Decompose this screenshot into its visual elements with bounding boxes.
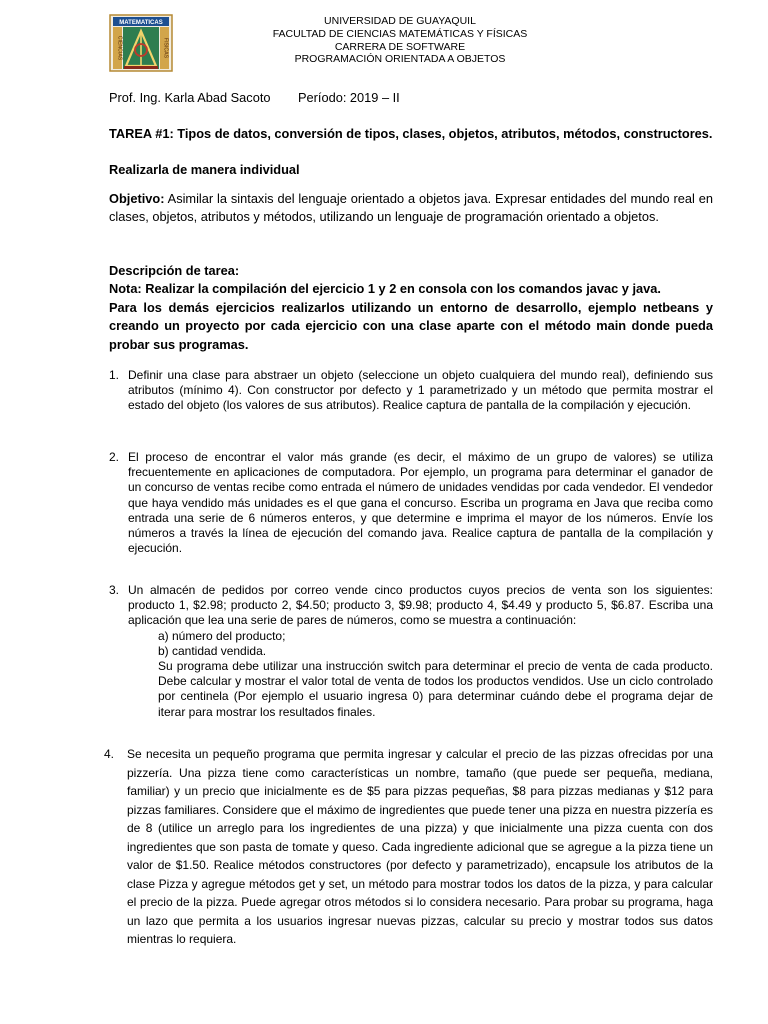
description-instructions: Para los demás ejercicios realizarlos utilizando un entorno de desarrollo, ejemplo netbeans y creando un proyecto por cada ejercicio con una clase aparte con el método main donde pueda probar sus programas. bbox=[109, 299, 713, 352]
exercise-text: El proceso de encontrar el valor más grande (es decir, el máximo de un grupo de valores) se utiliza frecuentemente en aplicaciones de computadora. Por ejemplo, un programa para determinar el ganador de un concurso de ventas recibe como entrada el número de unidades vendidas por cada vendedor. El vendedor que haya vendido más unidades es el que gana el concurso. Escriba un programa en Java que reciba como entrada una serie de 6 números enteros, y que determine e imprima el mayor de los números. Envíe los números a través la línea de ejecución del comando java. Realice captura de pantalla de la compilación y ejecución. bbox=[128, 450, 713, 556]
objective-label: Objetivo: bbox=[109, 191, 165, 206]
svg-text:FISICAS: FISICAS bbox=[162, 37, 169, 59]
university-name: UNIVERSIDAD DE GUAYAQUIL bbox=[324, 15, 476, 27]
exercise-text: Un almacén de pedidos por correo vende cinco productos cuyos precios de venta son los siguientes: producto 1, $2.98; producto 2, $4.50; producto 3, $9.98; producto 4, $4.49 y producto 5, $6.87. Escriba una aplicación que lea una serie de pares de números, como se muestra a continuación: bbox=[128, 583, 713, 628]
description-label: Descripción de tarea: bbox=[109, 263, 240, 278]
svg-text:CIENCIAS: CIENCIAS bbox=[116, 35, 123, 61]
objective-paragraph bbox=[109, 190, 713, 227]
professor-name: Prof. Ing. Karla Abad Sacoto bbox=[109, 90, 271, 105]
individual-note: Realizarla de manera individual bbox=[109, 162, 300, 177]
exercise-text: Definir una clase para abstraer un objeto (seleccione un objeto cualquiera del mundo real), definiendo sus atributos (mínimo 4). Con constructor por defecto y 1 parametrizado y un método que permita mostrar el estado del objeto (los valores de sus atributos). Realice captura de pantalla de la compilación y ejecución. bbox=[128, 368, 713, 413]
exercise-followup: Su programa debe utilizar una instrucción switch para determinar el precio de venta de cada producto. Debe calcular y mostrar el valor total de venta de todos los productos vendidos. Use un ciclo controlado por centinela (Por ejemplo el usuario ingresa 0) para determinar cuándo debe el programa dejar de iterar para mostrar los resultados finales. bbox=[158, 659, 713, 719]
exercise-4 bbox=[104, 745, 713, 949]
career-name: CARRERA DE SOFTWARE bbox=[334, 40, 466, 53]
faculty-logo bbox=[109, 14, 173, 72]
svg-text:MATEMATICAS: MATEMATICAS bbox=[119, 20, 163, 26]
sub-item-b: b) cantidad vendida. bbox=[158, 643, 267, 658]
institution-header bbox=[200, 15, 600, 66]
description-section bbox=[109, 262, 713, 354]
exercise-number: 3. bbox=[109, 583, 120, 597]
exercise-3 bbox=[109, 583, 713, 720]
objective-text: Asimilar la sintaxis del lenguaje orientado a objetos java. Expresar entidades del mundo real en clases, objetos, atributos y métodos, utilizando un lenguaje de programación orientado a objetos. bbox=[109, 191, 713, 225]
task-title: TAREA #1: Tipos de datos, conversión de tipos, clases, objetos, atributos, métodos, constructores. bbox=[109, 126, 713, 141]
description-note: Nota: Realizar la compilación del ejercicio 1 y 2 en consola con los comandos javac y java. bbox=[109, 281, 661, 297]
course-name: PROGRAMACIÓN ORIENTADA A OBJETOS bbox=[294, 53, 506, 66]
exercise-text: Se necesita un pequeño programa que permita ingresar y calcular el precio de las pizzas ofrecidas por una pizzería. Una pizza tiene como características un nombre, tamaño (que puede ser pequeña, mediana, familiar) y un precio que inicialmente es de $5 para pizzas pequeñas, $8 para pizzas medianas y $12 para pizzas familiares. Considere que el máximo de ingredientes que puede tener una pizza en nuestra pizzería es de 8 (utilice un arreglo para los ingredientes de una pizza) y que inicialmente una pizza cuenta con dos ingredientes que son pasta de tomate y queso. Cada ingrediente adicional que se agregue a la pizza tiene un valor de $1.50. Realice métodos constructores (por defecto y parametrizado), encapsule los atributos de la clase Pizza y agregue métodos get y set, un método para mostrar todos los datos de la pizza, y para calcular el precio de la pizza. Puede agregar otros métodos si lo considera necesario. Para probar su programa, haga un lazo que permita a los usuarios ingresar nuevas pizzas, calcular su precio y mostrar todos sus datos mientras lo requiera. bbox=[127, 747, 713, 946]
exercise-number: 1. bbox=[109, 368, 120, 382]
exercise-number: 2. bbox=[109, 450, 120, 464]
exercise-1 bbox=[109, 368, 713, 414]
academic-period: Período: 2019 – II bbox=[298, 90, 400, 105]
exercise-number: 4. bbox=[104, 747, 115, 761]
sub-item-a: a) número del producto; bbox=[158, 628, 286, 643]
exercise-2 bbox=[109, 450, 713, 556]
faculty-name: FACULTAD DE CIENCIAS MATEMÁTICAS Y FÍSICAS bbox=[272, 27, 528, 40]
